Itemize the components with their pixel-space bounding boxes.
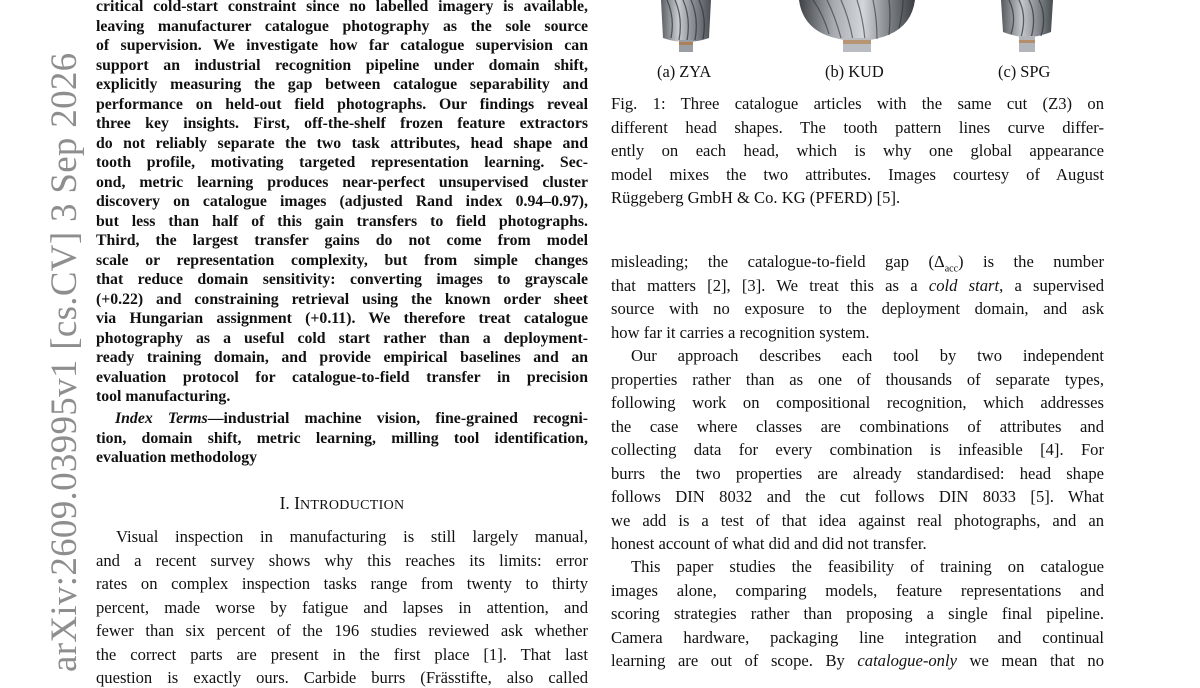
abstract-line: tool manufacturing. [96, 388, 231, 405]
subcaption-b: (b) KUD [825, 62, 884, 81]
abstract-line: of supervision. We investigate how far catalogue supervision can [96, 37, 588, 54]
body-line: burrs the two properties are already standardised: head shape [611, 463, 1104, 483]
body-line: properties rather than as one of thousands of separate types, [611, 369, 1104, 389]
index-terms-line [115, 409, 588, 429]
body-text: , a supervised [999, 275, 1105, 295]
body-text: ) is the number [958, 252, 1104, 271]
body-line: source with no exposure to the deployment domain, and ask [611, 299, 1104, 318]
section-title-initial: I [294, 493, 300, 513]
emphasis-cold-start: cold start [928, 275, 1000, 295]
body-line: honest account of what did and did not transfer. [611, 534, 927, 553]
index-terms-text: industrial machine vision, fine-grained recogni- [223, 410, 589, 427]
section-title-smallcaps: NTRODUCTION [300, 498, 405, 513]
body-line: images alone, comparing models, feature representations and [611, 580, 1104, 600]
burr-image-zya [655, 0, 717, 52]
index-terms-line: tion, domain shift, metric learning, milling tool identification, [96, 429, 588, 447]
body-line: Camera hardware, packaging line integration and continual [611, 627, 1104, 647]
body-line: following work on compositional recognition, which addresses [611, 393, 1104, 412]
abstract-line: discovery on catalogue images (adjusted Rand index 0.94–0.97), [96, 193, 588, 210]
burr-image-spg [997, 0, 1057, 52]
abstract-line: evaluation protocol for catalogue-to-field transfer in precision [96, 368, 588, 386]
body-line: collecting data for every combination is infeasible [4]. For [611, 440, 1104, 459]
abstract-line: performance on held-out field photographs. Our findings reveal [96, 95, 588, 113]
abstract-line: ond, metric learning produces near-perfect unsupervised cluster [96, 173, 588, 191]
caption-line: different head shapes. The tooth pattern lines curve differ- [611, 117, 1104, 137]
figure-1 [611, 0, 1104, 81]
intro-line: the correct parts are present in the first place [1]. That last [96, 644, 588, 664]
body-line: the case where classes are combinations of attributes and [611, 416, 1104, 436]
abstract-line: explicitly measuring the gap between catalogue separability and [96, 76, 588, 93]
abstract-line: critical cold-start constraint since no labelled imagery is available, [96, 0, 588, 15]
subcaption-c: (c) SPG [998, 62, 1051, 81]
index-terms-label: Index Terms [115, 410, 208, 427]
caption-line: ently on each head, which is why one global appearance [611, 141, 1104, 160]
intro-line: fewer than six percent of the 196 studies reviewed ask whether [96, 621, 588, 640]
right-column [611, 0, 1104, 675]
body-line: how far it carries a recognition system. [611, 322, 870, 342]
abstract-line: leaving manufacturer catalogue photography as the sole source [96, 17, 588, 35]
abstract-line: photography as a useful cold start rather than a deployment- [96, 329, 588, 347]
body-text: misleading; the catalogue-to-field gap (Δ [611, 252, 945, 271]
body-line: follows DIN 8032 and the cut follows DIN 8033 [5]. What [611, 487, 1104, 506]
burr-image-kud [799, 0, 915, 52]
section-number: I. [279, 493, 290, 513]
abstract-line: but less than half of this gain transfers to field photographs. [96, 212, 588, 230]
intro-line: rates on complex inspection tasks range from twenty to thirty [96, 574, 588, 593]
delta-subscript: acc [944, 263, 959, 275]
emphasis-catalogue-only: catalogue-only [857, 651, 957, 670]
body-line: Our approach describes each tool by two independent [631, 346, 1104, 365]
abstract-line: do not reliably separate the two task attributes, head shape and [96, 134, 588, 152]
body-text: we mean that no [956, 651, 1104, 670]
abstract-line: scale or representation complexity, but from simple changes [96, 251, 588, 269]
body-text: that matters [2], [3]. We treat this as a [611, 275, 929, 295]
intro-line: and a recent survey shows why this reaches its limits: error [96, 550, 588, 570]
intro-line: Visual inspection in manufacturing is still largely manual, [116, 527, 588, 546]
arxiv-identifier: arXiv:2609.03995v1 [cs.CV] 3 Sep 2026 [44, 52, 85, 672]
body-line [611, 651, 1104, 671]
subcaption-a: (a) ZYA [657, 62, 712, 81]
abstract-line: ready training domain, and provide empirical baselines and an [96, 349, 588, 366]
left-column [96, 0, 589, 687]
caption-line: model mixes the two attributes. Images courtesy of August [611, 164, 1104, 184]
caption-line: Fig. 1: Three catalogue articles with the same cut (Z3) on [611, 94, 1104, 113]
abstract-line: via Hungarian assignment (+0.11). We therefore treat catalogue [96, 310, 588, 327]
body-line: This paper studies the feasibility of training on catalogue [631, 557, 1104, 576]
abstract-line: tooth profile, motivating targeted representation learning. Sec- [96, 154, 588, 171]
abstract-line: that reduce domain sensitivity: converting images to grayscale [96, 271, 588, 288]
body-line: scoring strategies rather than proposing a single final pipeline. [611, 604, 1104, 623]
index-terms-line: evaluation methodology [96, 449, 258, 466]
abstract-line: support an industrial recognition pipeline under domain shift, [96, 56, 588, 74]
index-terms-dash: — [207, 410, 224, 427]
abstract-line: Third, the largest transfer gains do not come from model [96, 232, 588, 249]
abstract-line: (+0.22) and constraining retrieval using the known order sheet [96, 290, 588, 308]
intro-line: question is exactly ours. Carbide burrs (Frässtifte, also called [96, 668, 588, 687]
abstract-line: three key insights. First, off-the-shelf frozen feature extractors [96, 115, 588, 132]
intro-line: percent, made worse by fatigue and lapses in attention, and [96, 597, 588, 617]
body-line [611, 276, 1104, 296]
caption-line: Rüggeberg GmbH & Co. KG (PFERD) [5]. [611, 188, 901, 207]
section-heading [96, 493, 588, 516]
arxiv-side-stamp [42, 0, 92, 675]
body-text: learning are out of scope. By [611, 651, 858, 670]
body-line: we add is a test of that idea against real photographs, and an [611, 510, 1104, 530]
